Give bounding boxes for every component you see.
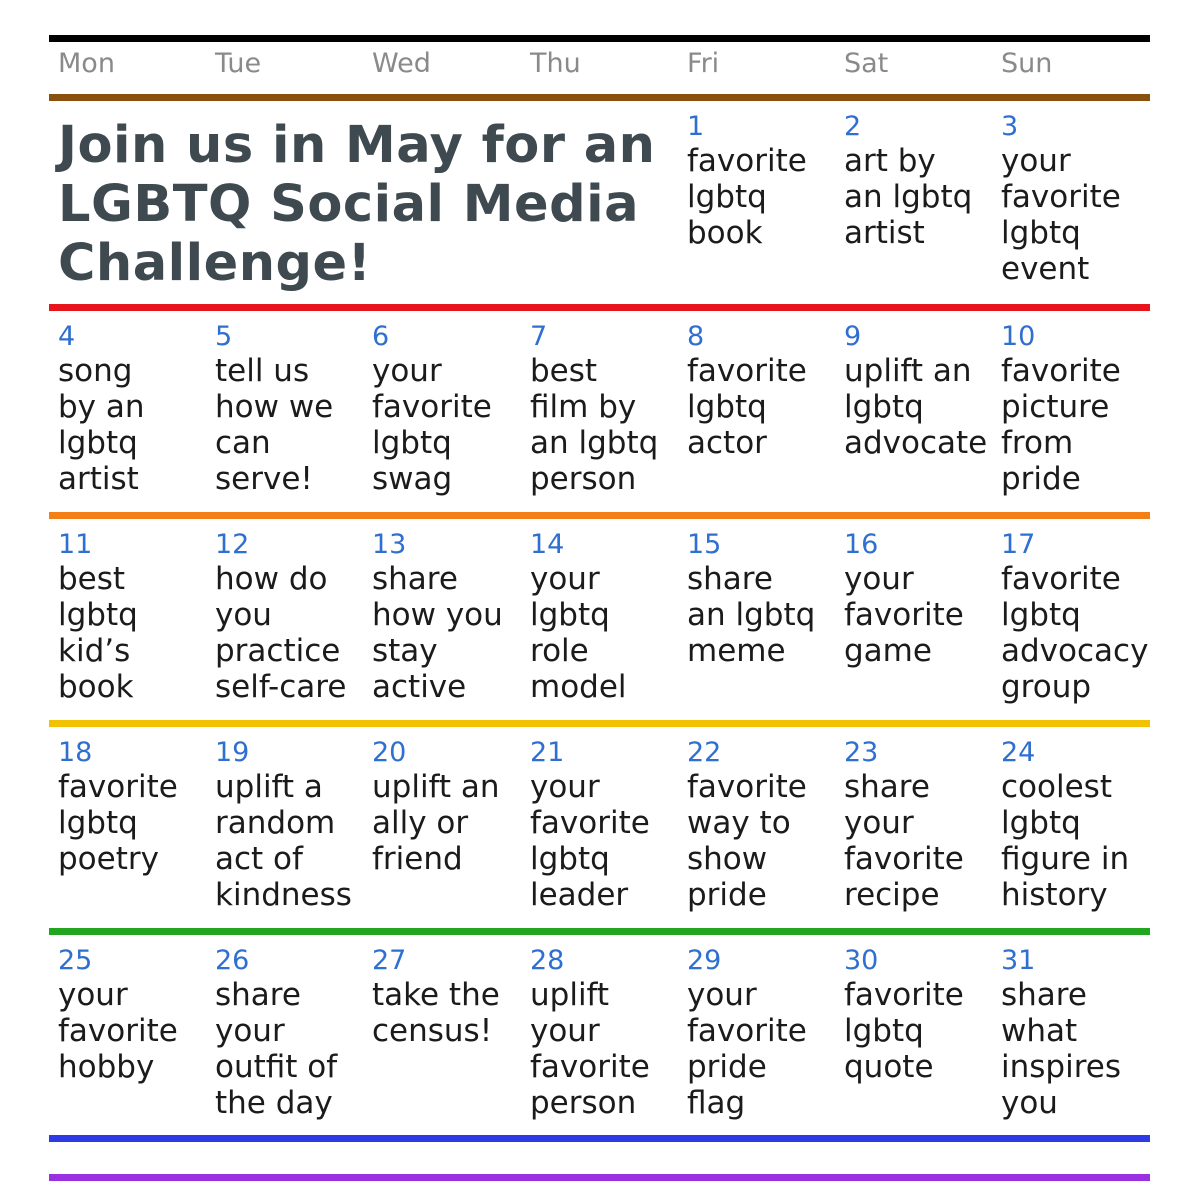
- day-prompt: coolest lgbtq figure in history: [1001, 769, 1130, 913]
- day-number: 8: [687, 321, 705, 352]
- day-cell: [372, 321, 522, 497]
- day-prompt: share how you stay active: [372, 561, 503, 705]
- day-cell: [1001, 737, 1151, 913]
- rainbow-stripe: [49, 928, 1150, 935]
- day-cell: [58, 737, 208, 877]
- weekday-header: Wed: [372, 48, 431, 79]
- day-prompt: share what inspires you: [1001, 977, 1121, 1121]
- day-number: 27: [372, 945, 407, 976]
- day-cell: [215, 529, 365, 705]
- day-prompt: uplift an ally or friend: [372, 769, 500, 877]
- day-prompt: share an lgbtq meme: [687, 561, 816, 669]
- day-number: 14: [530, 529, 565, 560]
- day-cell: [844, 529, 994, 669]
- day-number: 21: [530, 737, 565, 768]
- day-prompt: favorite lgbtq actor: [687, 353, 807, 461]
- day-number: 24: [1001, 737, 1036, 768]
- day-prompt: best lgbtq kid’s book: [58, 561, 138, 705]
- day-prompt: your favorite lgbtq leader: [530, 769, 650, 913]
- day-prompt: uplift your favorite person: [530, 977, 650, 1121]
- day-prompt: best film by an lgbtq person: [530, 353, 659, 497]
- weekday-header: Tue: [215, 48, 262, 79]
- day-cell: [1001, 321, 1151, 497]
- day-prompt: your favorite game: [844, 561, 964, 669]
- day-cell: [1001, 111, 1151, 287]
- weekday-header: Mon: [58, 48, 115, 79]
- day-number: 12: [215, 529, 250, 560]
- day-prompt: share your favorite recipe: [844, 769, 964, 913]
- day-cell: [58, 945, 208, 1085]
- day-prompt: favorite lgbtq advocacy group: [1001, 561, 1149, 705]
- day-number: 19: [215, 737, 250, 768]
- day-number: 20: [372, 737, 407, 768]
- day-cell: [1001, 529, 1151, 705]
- day-cell: [530, 529, 680, 705]
- day-number: 11: [58, 529, 93, 560]
- day-number: 18: [58, 737, 93, 768]
- calendar-headline: Join us in May for an LGBTQ Social Media Challenge!: [58, 116, 656, 293]
- day-cell: [530, 945, 680, 1121]
- day-prompt: favorite lgbtq quote: [844, 977, 964, 1085]
- rainbow-stripe: [49, 512, 1150, 519]
- weekday-header: Thu: [530, 48, 581, 79]
- day-cell: [687, 111, 837, 251]
- day-number: 28: [530, 945, 565, 976]
- rainbow-stripe: [49, 94, 1150, 101]
- rainbow-stripe: [49, 1135, 1150, 1142]
- day-number: 3: [1001, 111, 1019, 142]
- day-cell: [687, 529, 837, 669]
- day-number: 16: [844, 529, 879, 560]
- day-number: 17: [1001, 529, 1036, 560]
- day-number: 1: [687, 111, 705, 142]
- day-cell: [687, 321, 837, 461]
- day-cell: [215, 737, 365, 913]
- day-number: 10: [1001, 321, 1036, 352]
- day-cell: [844, 321, 994, 461]
- weekday-header: Sun: [1001, 48, 1053, 79]
- weekday-header: Sat: [844, 48, 889, 79]
- day-prompt: your favorite lgbtq swag: [372, 353, 492, 497]
- rainbow-stripe: [49, 720, 1150, 727]
- day-prompt: your favorite lgbtq event: [1001, 143, 1121, 287]
- day-prompt: favorite lgbtq poetry: [58, 769, 178, 877]
- day-prompt: take the census!: [372, 977, 500, 1049]
- rainbow-stripe: [49, 304, 1150, 311]
- day-number: 5: [215, 321, 233, 352]
- day-prompt: your lgbtq role model: [530, 561, 627, 705]
- day-number: 23: [844, 737, 879, 768]
- day-number: 25: [58, 945, 93, 976]
- day-number: 7: [530, 321, 548, 352]
- day-cell: [372, 529, 522, 705]
- day-cell: [58, 321, 208, 497]
- day-prompt: how do you practice self-care: [215, 561, 347, 705]
- day-cell: [58, 529, 208, 705]
- day-prompt: song by an lgbtq artist: [58, 353, 145, 497]
- day-number: 2: [844, 111, 862, 142]
- day-number: 22: [687, 737, 722, 768]
- day-prompt: favorite picture from pride: [1001, 353, 1121, 497]
- day-prompt: your favorite hobby: [58, 977, 178, 1085]
- day-prompt: favorite lgbtq book: [687, 143, 807, 251]
- day-number: 26: [215, 945, 250, 976]
- day-prompt: uplift a random act of kindness: [215, 769, 352, 913]
- day-prompt: favorite way to show pride: [687, 769, 807, 913]
- day-prompt: share your outfit of the day: [215, 977, 338, 1121]
- day-number: 9: [844, 321, 862, 352]
- day-number: 15: [687, 529, 722, 560]
- day-cell: [844, 111, 994, 251]
- day-cell: [687, 737, 837, 913]
- day-number: 30: [844, 945, 879, 976]
- day-prompt: your favorite pride flag: [687, 977, 807, 1121]
- day-cell: [844, 737, 994, 913]
- day-cell: [372, 945, 522, 1049]
- day-number: 29: [687, 945, 722, 976]
- day-cell: [1001, 945, 1151, 1121]
- day-cell: [530, 321, 680, 497]
- day-number: 13: [372, 529, 407, 560]
- day-cell: [372, 737, 522, 877]
- day-cell: [530, 737, 680, 913]
- day-number: 6: [372, 321, 390, 352]
- day-cell: [687, 945, 837, 1121]
- day-prompt: uplift an lgbtq advocate: [844, 353, 988, 461]
- day-number: 31: [1001, 945, 1036, 976]
- day-prompt: art by an lgbtq artist: [844, 143, 973, 251]
- day-cell: [215, 945, 365, 1121]
- day-cell: [215, 321, 365, 497]
- day-number: 4: [58, 321, 76, 352]
- rainbow-stripe: [49, 1174, 1150, 1181]
- rainbow-stripe: [49, 35, 1150, 42]
- day-cell: [844, 945, 994, 1085]
- weekday-header: Fri: [687, 48, 720, 79]
- day-prompt: tell us how we can serve!: [215, 353, 334, 497]
